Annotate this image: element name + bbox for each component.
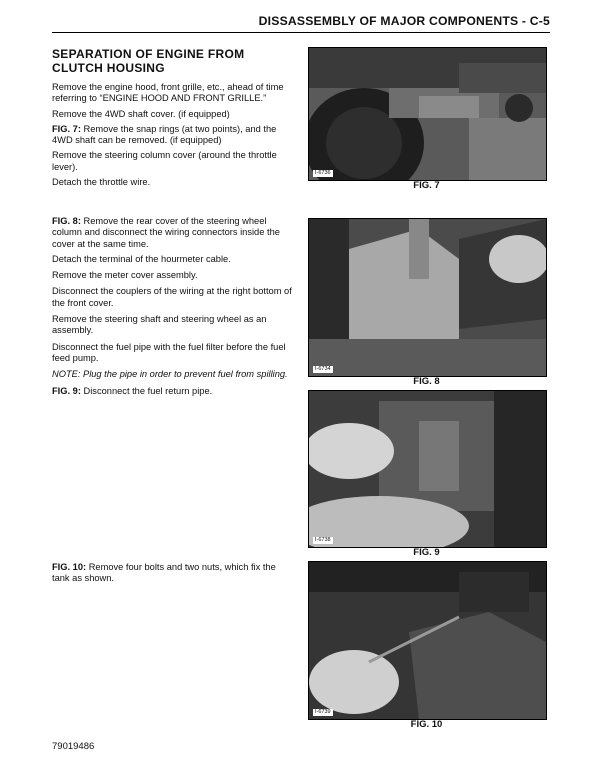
paragraph: Remove the steering column cover (around the throttle lever). — [52, 150, 277, 172]
note: NOTE: Plug the pipe in order to prevent fuel from spilling. — [52, 369, 288, 380]
text-column-1 — [52, 82, 293, 188]
figure-tag: I-6738 — [315, 537, 331, 543]
figure-9-photo — [308, 390, 547, 548]
figure-caption: FIG. 9 — [413, 547, 440, 558]
text-column-3 — [52, 562, 293, 585]
figure-tag: I-6736 — [315, 170, 331, 176]
paragraph — [52, 386, 293, 397]
paragraph: Detach the throttle wire. — [52, 177, 151, 188]
figure-tag: I-6734 — [315, 366, 331, 372]
figure-7-photo — [308, 47, 547, 181]
figure-tag: I-6739 — [315, 709, 331, 715]
fig-ref: FIG. 8: — [52, 216, 81, 226]
document-number: 79019486 — [52, 741, 95, 752]
figure-10-photo — [308, 561, 547, 720]
page-header-title: DISSASSEMBLY OF MAJOR COMPONENTS - C-5 — [258, 14, 550, 28]
paragraph: Remove the meter cover assembly. — [52, 270, 198, 281]
figure-caption: FIG. 10 — [410, 719, 443, 730]
section-title: SEPARATION OF ENGINE FROM CLUTCH HOUSING — [52, 47, 245, 75]
paragraph — [52, 562, 293, 585]
paragraph — [52, 216, 293, 250]
figure-7-image — [309, 48, 546, 180]
text-column-2 — [52, 216, 293, 397]
fig-ref: FIG. 7: — [52, 123, 81, 134]
paragraph-text: Remove four bolts and two nuts, which fix the tank as shown. — [52, 562, 276, 584]
paragraph: Remove the 4WD shaft cover. (if equipped) — [52, 108, 230, 119]
figure-9-image — [309, 391, 546, 547]
paragraph-text: Remove the snap rings (at two points), and the 4WD shaft can be removed. (if equipped) — [52, 123, 277, 146]
paragraph: Remove the engine hood, front grille, etc., ahead of time referring to “ENGINE HOOD AND FRONT GRILLE.” — [52, 82, 284, 104]
paragraph-text: Remove the rear cover of the steering wheel column and disconnect the wiring connectors inside the cover at the same time. — [52, 216, 280, 249]
figure-10-image — [309, 562, 546, 719]
paragraph: Detach the terminal of the hourmeter cable. — [52, 253, 231, 264]
fig-ref: FIG. 10: — [52, 562, 87, 572]
paragraph: Disconnect the fuel pipe with the fuel filter before the fuel feed pump. — [52, 341, 286, 363]
figure-caption: FIG. 7 — [413, 180, 440, 191]
paragraph: Disconnect the couplers of the wiring at the right bottom of the front cover. — [52, 286, 292, 308]
fig-ref: FIG. 9: — [52, 385, 81, 396]
header-rule — [52, 32, 550, 33]
paragraph: Remove the steering shaft and steering wheel as an assembly. — [52, 314, 267, 336]
paragraph — [52, 124, 293, 147]
paragraph-text: Disconnect the fuel return pipe. — [83, 385, 213, 396]
figure-8-photo — [308, 218, 547, 377]
figure-8-image — [309, 219, 546, 376]
figure-caption: FIG. 8 — [413, 376, 440, 387]
